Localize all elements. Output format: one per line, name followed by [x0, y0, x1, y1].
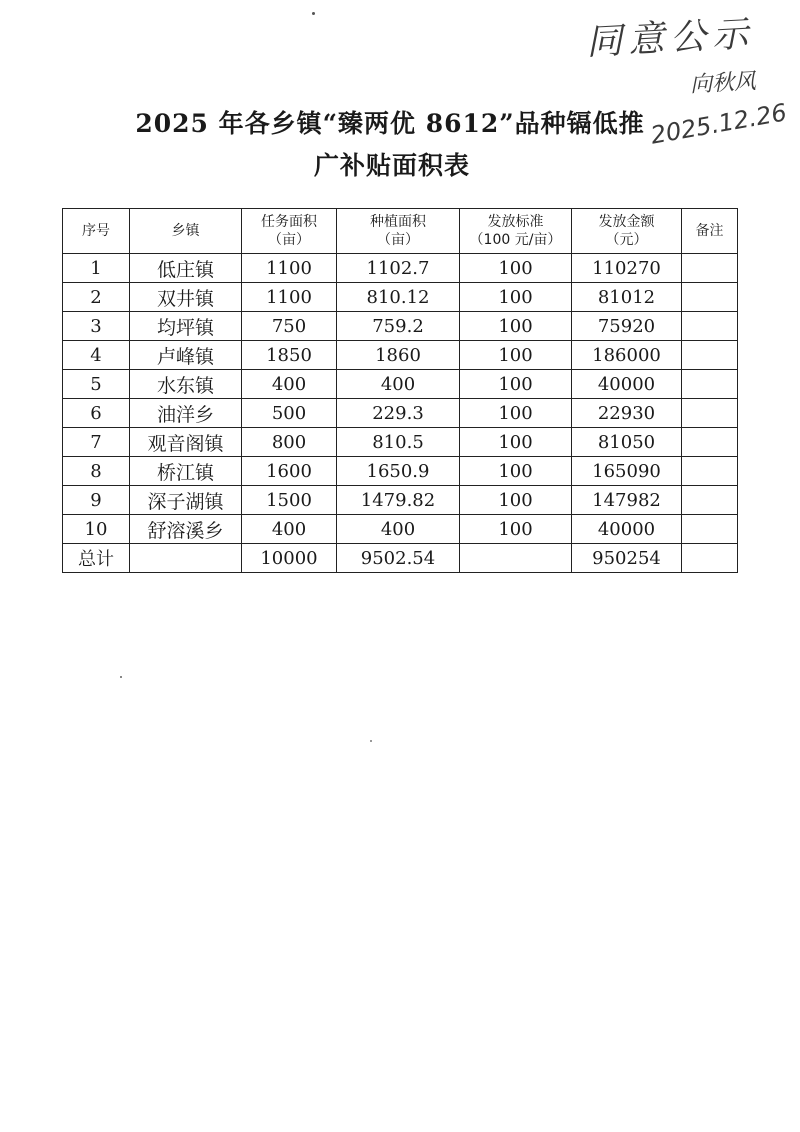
cell-number: 6	[63, 399, 130, 428]
cell-standard: 100	[460, 428, 572, 457]
total-note	[682, 544, 738, 573]
cell-note	[682, 515, 738, 544]
cell-number: 3	[63, 312, 130, 341]
table-total-row	[63, 544, 738, 573]
header-amount	[572, 209, 682, 254]
cell-number: 9	[63, 486, 130, 515]
cell-task-area: 1600	[242, 457, 337, 486]
cell-amount: 110270	[572, 254, 682, 283]
cell-planted-area: 400	[337, 370, 460, 399]
cell-town: 低庄镇	[130, 254, 242, 283]
header-label: 种植面积	[370, 214, 426, 230]
cell-planted-area: 810.5	[337, 428, 460, 457]
cell-amount: 186000	[572, 341, 682, 370]
total-town	[130, 544, 242, 573]
document-title-line1: 2025 年各乡镇“臻两优 8612”品种镉低推	[135, 109, 645, 138]
cell-task-area: 1850	[242, 341, 337, 370]
header-town	[130, 209, 242, 254]
table-row	[63, 428, 738, 457]
cell-note	[682, 399, 738, 428]
handwritten-date: 2025.12.26	[648, 98, 789, 150]
header-unit: （亩）	[377, 232, 419, 248]
header-note	[682, 209, 738, 254]
cell-standard: 100	[460, 399, 572, 428]
cell-task-area: 400	[242, 370, 337, 399]
table-row	[63, 254, 738, 283]
cell-amount: 40000	[572, 515, 682, 544]
cell-amount: 81050	[572, 428, 682, 457]
table-row	[63, 515, 738, 544]
cell-town: 观音阁镇	[130, 428, 242, 457]
cell-task-area: 750	[242, 312, 337, 341]
scan-speck	[312, 12, 315, 15]
header-number	[63, 209, 130, 254]
header-task-area	[242, 209, 337, 254]
header-label: 发放金额	[598, 214, 655, 230]
cell-task-area: 400	[242, 515, 337, 544]
cell-note	[682, 341, 738, 370]
header-label: 发放标准	[487, 214, 544, 230]
cell-standard: 100	[460, 312, 572, 341]
cell-town: 深子湖镇	[130, 486, 242, 515]
cell-note	[682, 370, 738, 399]
cell-town: 卢峰镇	[130, 341, 242, 370]
cell-note	[682, 312, 738, 341]
cell-note	[682, 254, 738, 283]
cell-planted-area: 229.3	[337, 399, 460, 428]
cell-town: 水东镇	[130, 370, 242, 399]
cell-planted-area: 810.12	[337, 283, 460, 312]
table-row	[63, 486, 738, 515]
cell-standard: 100	[460, 486, 572, 515]
cell-planted-area: 400	[337, 515, 460, 544]
header-unit: （元）	[605, 232, 648, 248]
cell-amount: 147982	[572, 486, 682, 515]
cell-town: 油洋乡	[130, 399, 242, 428]
table-header-row	[63, 209, 738, 254]
cell-note	[682, 283, 738, 312]
total-amount: 950254	[572, 544, 682, 573]
table-row	[63, 312, 738, 341]
header-label: 任务面积	[261, 214, 317, 230]
header-planted-area	[337, 209, 460, 254]
cell-number: 8	[63, 457, 130, 486]
total-standard	[460, 544, 572, 573]
header-unit: （亩）	[268, 232, 310, 248]
cell-number: 5	[63, 370, 130, 399]
cell-town: 均坪镇	[130, 312, 242, 341]
cell-number: 10	[63, 515, 130, 544]
scan-speck	[120, 676, 122, 678]
header-label: 乡镇	[171, 223, 200, 239]
cell-planted-area: 1650.9	[337, 457, 460, 486]
cell-standard: 100	[460, 370, 572, 399]
table-row	[63, 457, 738, 486]
cell-standard: 100	[460, 254, 572, 283]
subsidy-table	[62, 208, 738, 573]
handwritten-signature: 向秋风	[689, 69, 757, 98]
cell-standard: 100	[460, 515, 572, 544]
cell-planted-area: 759.2	[337, 312, 460, 341]
table-row	[63, 283, 738, 312]
cell-task-area: 500	[242, 399, 337, 428]
cell-task-area: 1100	[242, 254, 337, 283]
cell-town: 舒溶溪乡	[130, 515, 242, 544]
cell-amount: 81012	[572, 283, 682, 312]
cell-note	[682, 457, 738, 486]
table-row	[63, 399, 738, 428]
cell-standard: 100	[460, 283, 572, 312]
document-title-line2: 广补贴面积表	[313, 151, 470, 180]
cell-task-area: 1100	[242, 283, 337, 312]
total-task-area: 10000	[242, 544, 337, 573]
cell-amount: 165090	[572, 457, 682, 486]
cell-town: 桥江镇	[130, 457, 242, 486]
header-label: 序号	[82, 223, 110, 239]
cell-standard: 100	[460, 341, 572, 370]
scan-speck	[370, 740, 372, 742]
cell-amount: 75920	[572, 312, 682, 341]
cell-number: 2	[63, 283, 130, 312]
cell-planted-area: 1860	[337, 341, 460, 370]
cell-amount: 22930	[572, 399, 682, 428]
header-unit: （100 元/亩）	[469, 232, 562, 248]
table-row	[63, 341, 738, 370]
handwritten-approval: 同意公示	[585, 13, 756, 64]
cell-note	[682, 428, 738, 457]
cell-number: 7	[63, 428, 130, 457]
cell-number: 1	[63, 254, 130, 283]
cell-planted-area: 1479.82	[337, 486, 460, 515]
cell-note	[682, 486, 738, 515]
cell-planted-area: 1102.7	[337, 254, 460, 283]
table-row	[63, 370, 738, 399]
cell-standard: 100	[460, 457, 572, 486]
header-standard	[460, 209, 572, 254]
total-planted-area: 9502.54	[337, 544, 460, 573]
total-label: 总计	[63, 544, 130, 573]
cell-town: 双井镇	[130, 283, 242, 312]
cell-task-area: 1500	[242, 486, 337, 515]
cell-number: 4	[63, 341, 130, 370]
header-label: 备注	[695, 223, 724, 239]
cell-amount: 40000	[572, 370, 682, 399]
cell-task-area: 800	[242, 428, 337, 457]
